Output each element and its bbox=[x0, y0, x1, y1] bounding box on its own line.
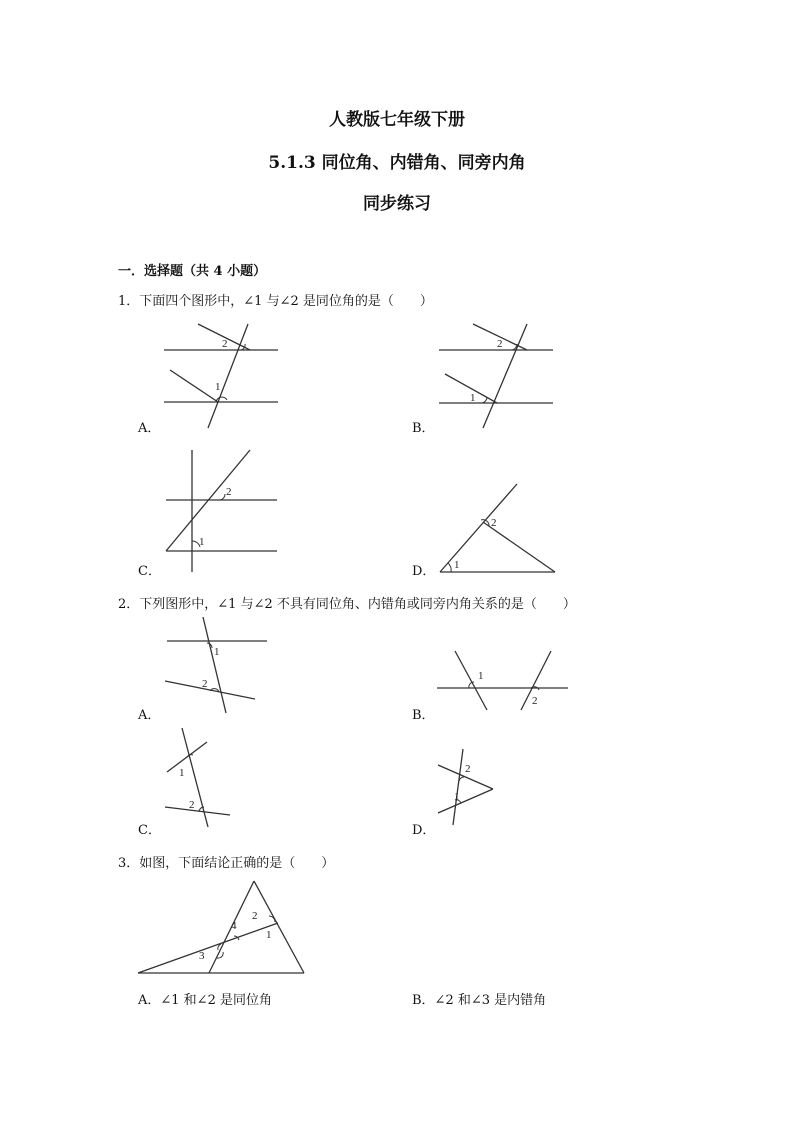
question-1-stem: 1．下面四个图形中，∠1 与∠2 是同位角的是（ ） bbox=[118, 294, 433, 309]
q2c-angle-2-label: 2 bbox=[189, 799, 195, 811]
q2-option-a[interactable]: A． bbox=[138, 708, 161, 723]
exercise-title: 同步练习 bbox=[363, 194, 431, 214]
q2-figure-b bbox=[435, 648, 575, 713]
q1-figure-d bbox=[437, 480, 562, 580]
q1d-angle-1-label: 1 bbox=[454, 559, 460, 571]
q2-option-c[interactable]: C． bbox=[138, 823, 161, 838]
q2b-angle-1-label: 1 bbox=[478, 670, 484, 682]
q1c-angle-1-label: 1 bbox=[199, 536, 205, 548]
q3-angle-3-label: 3 bbox=[199, 950, 205, 962]
q1-option-d[interactable]: D． bbox=[412, 564, 436, 579]
q1-figure-b bbox=[435, 318, 560, 433]
q2-figure-d bbox=[435, 745, 500, 830]
document-title: 人教版七年级下册 bbox=[329, 110, 465, 130]
q1-option-c[interactable]: C． bbox=[138, 564, 161, 579]
q2b-angle-2-label: 2 bbox=[532, 695, 538, 707]
q2d-angle-1-label: 1 bbox=[454, 791, 460, 803]
q1b-angle-2-label: 2 bbox=[497, 338, 503, 350]
q3-option-a[interactable]: A．∠1 和∠2 是同位角 bbox=[138, 993, 272, 1008]
lesson-title: 5.1.3 同位角、内错角、同旁内角 bbox=[268, 153, 526, 173]
q1-option-a[interactable]: A． bbox=[138, 421, 161, 436]
q2-figure-a bbox=[160, 615, 275, 715]
q2-figure-c bbox=[162, 725, 237, 830]
q3-angle-4-label: 4 bbox=[231, 920, 237, 932]
q1-figure-c bbox=[162, 448, 287, 578]
section-heading: 一．选择题（共 4 小题） bbox=[118, 264, 267, 279]
question-3-stem: 3．如图，下面结论正确的是（ ） bbox=[118, 856, 335, 871]
q2-option-b[interactable]: B． bbox=[412, 708, 435, 723]
q2a-angle-1-label: 1 bbox=[214, 646, 220, 658]
q1a-angle-1-label: 1 bbox=[215, 381, 221, 393]
q1-figure-a bbox=[160, 318, 285, 433]
q2a-angle-2-label: 2 bbox=[202, 678, 208, 690]
question-2-stem: 2．下列图形中，∠1 与∠2 不具有同位角、内错角或同旁内角关系的是（ ） bbox=[118, 597, 576, 612]
q2d-angle-2-label: 2 bbox=[465, 763, 471, 775]
q1a-angle-2-label: 2 bbox=[222, 338, 228, 350]
q1b-angle-1-label: 1 bbox=[470, 392, 476, 404]
q2-option-d[interactable]: D． bbox=[412, 823, 436, 838]
q2c-angle-1-label: 1 bbox=[179, 767, 185, 779]
q3-angle-2-label: 2 bbox=[252, 910, 258, 922]
q3-option-b[interactable]: B．∠2 和∠3 是内错角 bbox=[412, 993, 547, 1008]
q3-figure bbox=[135, 878, 310, 980]
q1c-angle-2-label: 2 bbox=[226, 486, 232, 498]
q1-option-b[interactable]: B． bbox=[412, 421, 435, 436]
q1d-angle-2-label: 2 bbox=[491, 517, 497, 529]
q3-angle-1-label: 1 bbox=[266, 929, 272, 941]
